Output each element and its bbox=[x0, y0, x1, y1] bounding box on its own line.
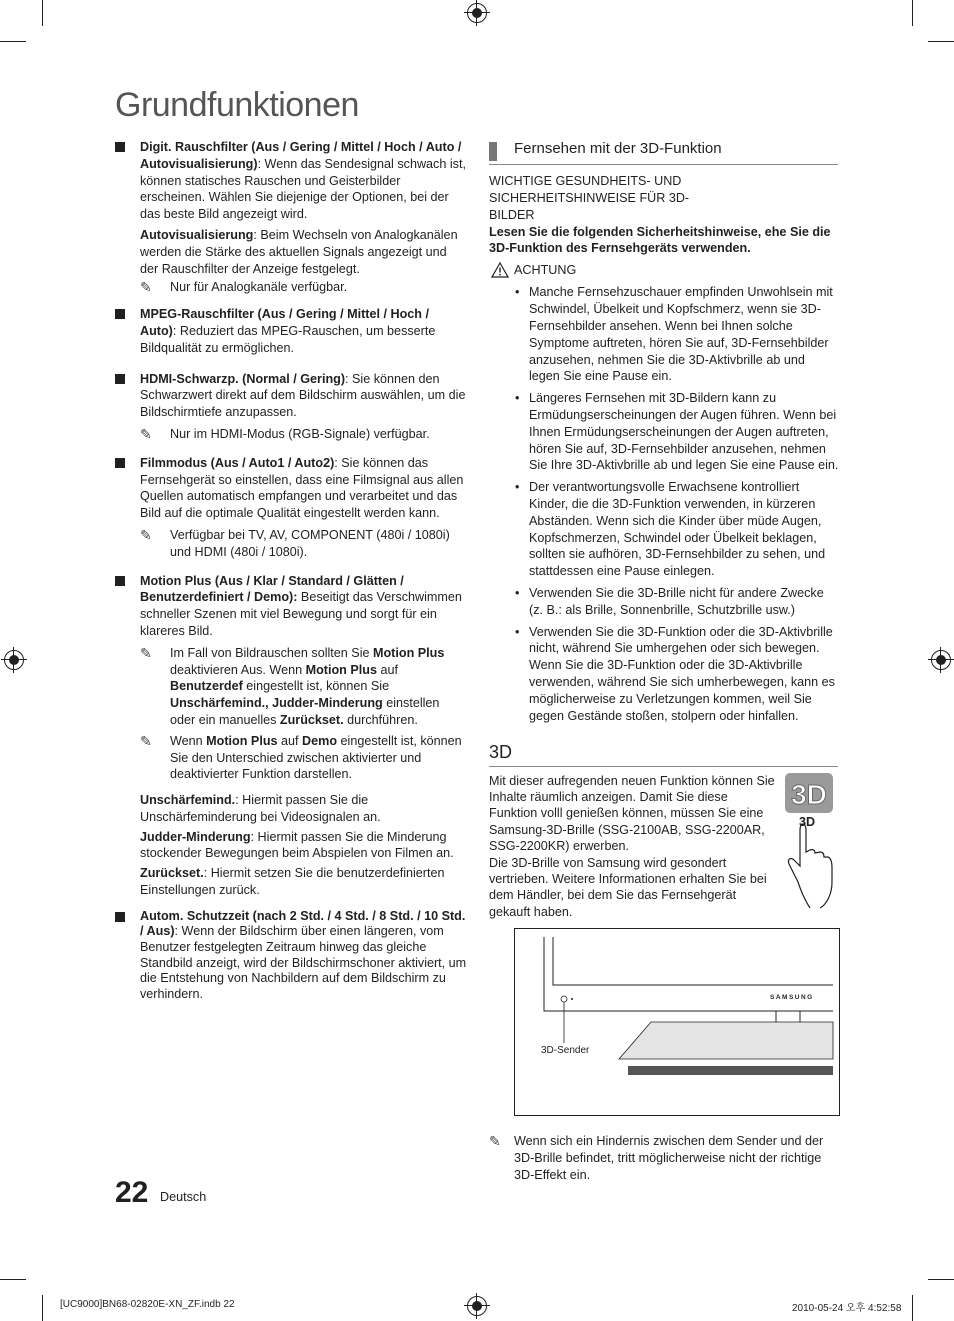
3d-button-label: 3D bbox=[799, 815, 816, 829]
bullet-dot: • bbox=[515, 391, 520, 406]
crop-mark bbox=[42, 1295, 43, 1321]
footer-filename: [UC9000]BN68-02820E-XN_ZF.indb 22 bbox=[60, 1299, 235, 1310]
square-bullet-icon bbox=[115, 458, 125, 468]
registration-mark-icon bbox=[467, 1296, 487, 1316]
3d-description: Mit dieser aufregenden neuen Funktion können Sie Inhalte räumlich anzeigen. Damit Sie diese Funktion volll genießen können, müssen Sie eine Samsung-3D-Brille (SSG-2100AB, SSG-2200AR, SSG-2200KR) erwerben. Die 3D-Brille von Samsung wird gesondert vertrieben. Weitere Informationen erhalten Sie bei dem Händler, bei dem Sie das Fernsehgerät gekauft haben. bbox=[489, 774, 775, 919]
remote-3d-button-icon bbox=[782, 770, 840, 910]
square-bullet-icon bbox=[115, 912, 125, 922]
pencil-note-icon: ✎ bbox=[140, 732, 152, 749]
pencil-note-icon: ✎ bbox=[140, 644, 152, 661]
caution-line bbox=[489, 262, 839, 280]
list-item: • Der verantwortungsvolle Erwachsene kontrolliert Kinder, die die 3D-Funktion verwenden, in kürzeren Abständen. Wenn sich die Kinder über müde Augen, Kopfschmerzen, Schwindel oder Übelkeit beklagen, sollten sie aufhören, 3D-Fernsehbilder zu sehen, und stattdessen eine Pause einlegen. bbox=[515, 480, 826, 579]
crop-mark bbox=[928, 41, 954, 42]
square-bullet-icon bbox=[115, 309, 125, 319]
crop-mark bbox=[928, 1279, 954, 1280]
pencil-note-icon: ✎ bbox=[140, 526, 152, 543]
square-bullet-icon bbox=[115, 374, 125, 384]
page-number: 22 bbox=[115, 1176, 149, 1209]
crop-mark bbox=[0, 1279, 26, 1280]
registration-mark-icon bbox=[467, 3, 487, 23]
crop-mark bbox=[912, 0, 913, 26]
left-column bbox=[116, 139, 468, 1010]
list-item: HDMI-Schwarzp. (Normal / Gering): Sie können den Schwarzwert direkt auf dem Bildschirm auswählen, um die Bildschirmtiefe anzupassen. ✎ Nur im HDMI-Modus (RGB-Signale) verfügbar. bbox=[116, 371, 468, 443]
heading-bar bbox=[489, 142, 497, 161]
note: ✎ Nur im HDMI-Modus (RGB-Signale) verfügbar. bbox=[140, 425, 430, 442]
caution-label: ACHTUNG bbox=[514, 263, 577, 278]
section-title: Fernsehen mit der 3D-Funktion bbox=[514, 140, 722, 157]
list-item: Autom. Schutzzeit (nach 2 Std. / 4 Std. / 8 Std. / 10 Std. / Aus): Wenn der Bildschirm über einen längeren, vom Benutzer festgelegten Zeitraum hinweg das gleiche Standbild anzeigt, wird der Bildschirmschoner aktiviert, um die Entstehung von Nachbildern auf dem Bildschirm zu verhindern. bbox=[116, 909, 468, 1003]
page-title: Grundfunktionen bbox=[115, 86, 359, 124]
warning-intro: Lesen Sie die folgenden Sicherheitshinweise, ehe Sie die 3D-Funktion des Fernsehgeräts verwenden. bbox=[489, 225, 831, 255]
list-item: • Manche Fernsehzuschauer empfinden Unwohlsein mit Schwindel, Übelkeit und Kopfschmerz, wenn sie 3D-Fernsehbilder ansehen. Wenn bei Ihnen solche Symptome auftreten, hören Sie auf, 3D-Fernsehbilder anzusehen, nehmen Sie die 3D-Aktivbrille ab und legen Sie eine Pause ein. bbox=[515, 285, 833, 384]
crop-mark bbox=[42, 0, 43, 26]
tv-transmitter-illustration bbox=[515, 929, 839, 1115]
tv-brand-logo: SAMSUNG bbox=[770, 994, 814, 1001]
list-item: Filmmodus (Aus / Auto1 / Auto2): Sie können das Fernsehgerät so einstellen, dass eine Filmsignal aus allen Quellen automatisch empfangen und verarbeitet und das Bild auf die optimale Qualität eingestellt werden kann. ✎ Verfügbar bei TV, AV, COMPONENT (480i / 1080i) und HDMI (480i / 1080i). bbox=[116, 455, 468, 561]
transmitter-label: 3D-Sender bbox=[541, 1045, 590, 1056]
warning-triangle-icon bbox=[491, 262, 509, 278]
note: ✎ Verfügbar bei TV, AV, COMPONENT (480i / 1080i) und HDMI (480i / 1080i). bbox=[140, 526, 450, 559]
square-bullet-icon bbox=[115, 142, 125, 152]
warning-heading: WICHTIGE GESUNDHEITS- UND SICHERHEITSHINWEISE FÜR 3D-BILDER bbox=[489, 174, 690, 222]
bullet-dot: • bbox=[515, 585, 520, 600]
list-item: MPEG-Rauschfilter (Aus / Gering / Mittel / Hoch / Auto): Reduziert das MPEG-Rauschen, um besserte Bildqualität zu ermöglichen. bbox=[116, 306, 468, 356]
registration-mark-icon bbox=[4, 650, 24, 670]
bottom-note: ✎ Wenn sich ein Hindernis zwischen dem Sender und der 3D-Brille befindet, tritt möglicherweise nicht der richtige 3D-Effekt ein. bbox=[489, 1133, 824, 1182]
footer-timestamp: 2010-05-24 오후 4:52:58 bbox=[792, 1303, 902, 1314]
right-column bbox=[489, 173, 839, 729]
pencil-note-icon: ✎ bbox=[489, 1133, 501, 1149]
language-label: Deutsch bbox=[160, 1190, 207, 1204]
pencil-note-icon: ✎ bbox=[140, 279, 152, 296]
list-item: Digit. Rauschfilter (Aus / Gering / Mittel / Hoch / Auto / Autovisualisierung): Wenn das Sendesignal schwach ist, können statisches Rauschen und Geisterbilder erscheinen. Wählen Sie diejenige der Optionen, bei der das beste Bild angezeigt wird. Autovisualisierung: Beim Wechseln von Analogkanälen werden die Stärke des aktuellen Signals angezeigt und der Rauschfilter der Anzeige festgelegt. ✎ Nur für Analogkanäle verfügbar. bbox=[116, 139, 468, 296]
subsection-heading: 3D bbox=[489, 742, 838, 767]
list-item: Motion Plus (Aus / Klar / Standard / Glätten / Benutzerdefiniert / Demo): Beseitigt das Verschwimmen schneller Szenen mit viel Bewegung und sorgt für ein klareres Bild. ✎ Im Fall von Bildrauschen sollten Sie Motion Plus deaktivieren Aus. Wenn Motion Plus auf Benutzerdef eingestellt ist, können Sie Unschärfemind., Judder-Minderung einstellen oder ein manuelles Zurückset. durchführen. ✎ Wenn Motion Plus auf Demo eingestellt ist, können Sie den Unterschied zwischen aktivierter und deaktivierter Funktion darstellen. Unschärfemind.: Hiermit passen Sie die Unschärfeminderung bei Videosignalen an. Judder-Minderung: Hiermit passen Sie die Minderung stockender Bewegungen beim Abspielen von Filmen an. Zurückset.: Hiermit setzen Sie die benutzerdefinierten Einstellungen zurück. bbox=[116, 573, 468, 899]
square-bullet-icon bbox=[115, 576, 125, 586]
bullet-dot: • bbox=[515, 285, 520, 300]
note: ✎ Im Fall von Bildrauschen sollten Sie Motion Plus deaktivieren Aus. Wenn Motion Plus auf Benutzerdef eingestellt ist, können Sie Unschärfemind., Judder-Minderung einstellen oder ein manuelles Zurückset. durchführen. bbox=[140, 644, 445, 727]
crop-mark bbox=[0, 41, 26, 42]
list-item: • Längeres Fernsehen mit 3D-Bildern kann zu Ermüdungserscheinungen der Augen führen. Wenn bei Ihnen Ermüdungserscheinungen der Augen auftreten, hören Sie auf, 3D-Fernsehbilder anzusehen, nehmen Sie Ihre 3D-Aktivbrille ab und legen Sie eine Pause ein. bbox=[515, 391, 839, 473]
crop-mark bbox=[912, 1295, 913, 1321]
note: ✎ Wenn Motion Plus auf Demo eingestellt ist, können Sie den Unterschied zwischen aktivierter und deaktivierter Funktion darstellen. bbox=[140, 732, 462, 782]
bullet-dot: • bbox=[515, 480, 520, 495]
bullet-dot: • bbox=[515, 624, 520, 639]
note: ✎ Nur für Analogkanäle verfügbar. bbox=[140, 279, 348, 296]
svg-text:3D: 3D bbox=[791, 779, 827, 810]
section-heading bbox=[489, 140, 838, 165]
pencil-note-icon: ✎ bbox=[140, 425, 152, 442]
list-item: • Verwenden Sie die 3D-Brille nicht für andere Zwecke (z. B.: als Brille, Sonnenbrille, Schutzbrille usw.) bbox=[515, 585, 824, 617]
registration-mark-icon bbox=[931, 650, 951, 670]
list-item: • Verwenden Sie die 3D-Funktion oder die 3D-Aktivbrille nicht, während Sie umhergehen oder sich bewegen. Wenn Sie die 3D-Funktion oder die 3D-Aktivbrille verwenden, während Sie sich umherbewegen, kann es möglicherweise zu Verletzungen kommen, weil Sie gegen Gestände stoßen, stolpern oder hinfallen. bbox=[515, 624, 835, 723]
tv-figure bbox=[514, 928, 840, 1116]
3d-button-illustration bbox=[782, 770, 840, 910]
